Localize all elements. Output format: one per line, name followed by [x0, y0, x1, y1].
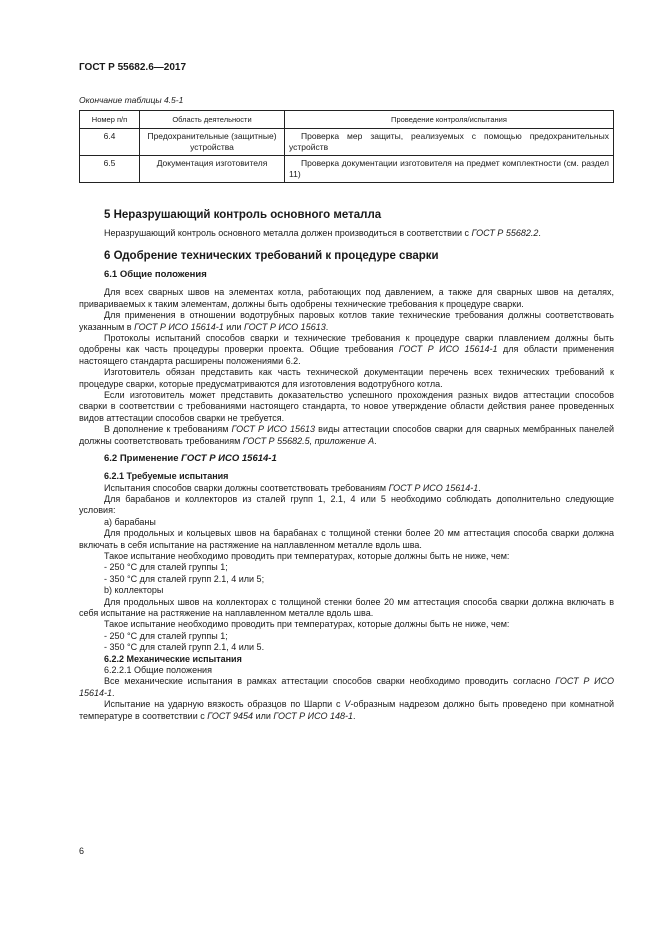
column-header-number: Номер п/п: [80, 111, 140, 129]
list-label-drums: а) барабаны: [104, 516, 156, 527]
table-caption: Окончание таблицы 4.5-1: [79, 95, 184, 105]
table-4-5-1: [79, 110, 614, 183]
list-item: - 250 °С для сталей группы 1;: [104, 562, 228, 573]
standard-reference: ГОСТ Р ИСО 15613: [231, 424, 316, 435]
list-item: - 250 °С для сталей группы 1;: [104, 630, 228, 641]
paragraph: Такое испытание необходимо проводить при температурах, которые должны быть не ниже, чем:: [104, 550, 510, 561]
paragraph: Если изготовитель может представить доказательство успешного прохождения разных видов аттестации способов сварки в соответствии с требованиями настоящего стандарта, то новое утверждение области действия ранее проведенных видов аттестации способов сварки не требуется.: [79, 390, 614, 423]
row-control: Проверка мер защиты, реализуемых с помощью предохранительных устройств: [285, 129, 614, 156]
row-area: Предохранительные (защитные) устройства: [140, 129, 285, 156]
standard-reference: ГОСТ Р ИСО 15613: [244, 321, 326, 332]
section-5-paragraph: Неразрушающий контроль основного металла должен производиться в соответствии с ГОСТ Р 55682.2.: [104, 228, 541, 238]
standard-reference: ГОСТ Р 55682.5, приложение А: [242, 435, 375, 446]
column-header-control: Проведение контроля/испытания: [285, 111, 614, 129]
document-id-header: ГОСТ Р 55682.6—2017: [79, 62, 187, 73]
page-number: 6: [79, 846, 85, 856]
section-6-heading: 6 Одобрение технических требований к процедуре сварки: [104, 250, 439, 263]
table-row: [80, 129, 614, 156]
section-6-2-2-heading: 6.2.2 Механические испытания: [104, 653, 242, 664]
standard-reference: ГОСТ Р ИСО 15614-1: [134, 321, 224, 332]
paragraph: Все механические испытания в рамках аттестации способов сварки необходимо проводить согласно ГОСТ Р ИСО 15614-1.: [79, 676, 615, 698]
row-number: 6.4: [80, 129, 140, 156]
paragraph: Такое испытание необходимо проводить при температурах, которые должны быть не ниже, чем:: [104, 619, 510, 630]
paragraph: Испытания способов сварки должны соответствовать требованиям ГОСТ Р ИСО 15614-1.: [104, 482, 481, 493]
column-header-area: Область деятельности: [140, 111, 285, 129]
standard-reference: ГОСТ Р ИСО 15614-1: [398, 344, 498, 355]
row-number: 6.5: [80, 156, 140, 183]
list-label-headers: b) коллекторы: [104, 585, 164, 596]
standard-reference: ГОСТ Р ИСО 15614-1: [79, 676, 615, 698]
table-header-row: [80, 111, 614, 129]
row-area: Документация изготовителя: [140, 156, 285, 183]
section-6-2-1-heading: 6.2.1 Требуемые испытания: [104, 471, 229, 482]
paragraph: В дополнение к требованиям ГОСТ Р ИСО 15613 виды аттестации способов сварки для сварных мембранных панелей должны соответствовать требованиям ГОСТ Р 55682.5, приложение А.: [79, 424, 615, 446]
table-row: [80, 156, 614, 183]
paragraph: Для всех сварных швов на элементах котла, работающих под давлением, а также для сварных швов на деталях, привариваемых к таким элементам, должны быть одобрены технические требования к процедуре сварки.: [79, 287, 614, 309]
document-body: [79, 208, 614, 722]
paragraph: Для продольных и кольцевых швов на барабанах с толщиной стенки более 20 мм аттестация способа сварки должна включать в себя испытание на растяжение на наплавленном металле вдоль шва.: [79, 528, 614, 550]
standard-reference: ГОСТ Р ИСО 148-1: [273, 710, 354, 721]
paragraph: Изготовитель обязан представить как часть технической документации перечень всех технических требований к процедуре сварки, которые предусматриваются для изготовления водотрубного котла.: [79, 367, 614, 389]
standard-reference: ГОСТ 9454: [207, 710, 254, 721]
paragraph: Для применения в отношении водотрубных паровых котлов такие технические требования должны соответствовать указанным в ГОСТ Р ИСО 15614-1 или ГОСТ Р ИСО 15613.: [79, 310, 614, 332]
section-6-2-2-1-heading: 6.2.2.1 Общие положения: [104, 665, 212, 675]
standard-reference: ГОСТ Р 55682.2: [471, 228, 539, 238]
section-5-heading: 5 Неразрушающий контроль основного металла: [104, 209, 382, 221]
standard-reference: ГОСТ Р ИСО 15614-1: [388, 482, 479, 493]
standard-reference: ГОСТ Р ИСО 15614-1: [181, 453, 277, 465]
section-6-1-heading: 6.1 Общие положения: [104, 269, 207, 281]
section-6-2-heading: 6.2 Применение ГОСТ Р ИСО 15614-1: [104, 453, 277, 465]
list-item: - 350 °С для сталей групп 2.1, 4 или 5.: [104, 642, 265, 653]
paragraph: Для продольных швов на коллекторах с толщиной стенки более 20 мм аттестация способа сварки должна включать в себя испытание на растяжение на наплавленном металле вдоль шва.: [79, 596, 614, 618]
list-item: - 350 °С для сталей групп 2.1, 4 или 5;: [104, 573, 265, 584]
row-control: Проверка документации изготовителя на предмет комплектности (см. раздел 11): [285, 156, 614, 183]
paragraph: Испытание на ударную вязкость образцов по Шарпи с V-образным надрезом должно быть проведено при комнатной температуре в соответствии с ГОСТ 9454 или ГОСТ Р ИСО 148-1.: [79, 699, 615, 721]
paragraph: Протоколы испытаний способов сварки и технические требования к процедуре сварки плавлением должны быть одобрены как часть процедуры проверки проекта. Общие требования ГОСТ Р ИСО 15614-1 для области применения настоящего стандарта расширены положениями 6.2.: [79, 333, 614, 366]
paragraph: Для барабанов и коллекторов из сталей групп 1, 2.1, 4 или 5 необходимо соблюдать дополнительно следующие условия:: [79, 493, 614, 516]
